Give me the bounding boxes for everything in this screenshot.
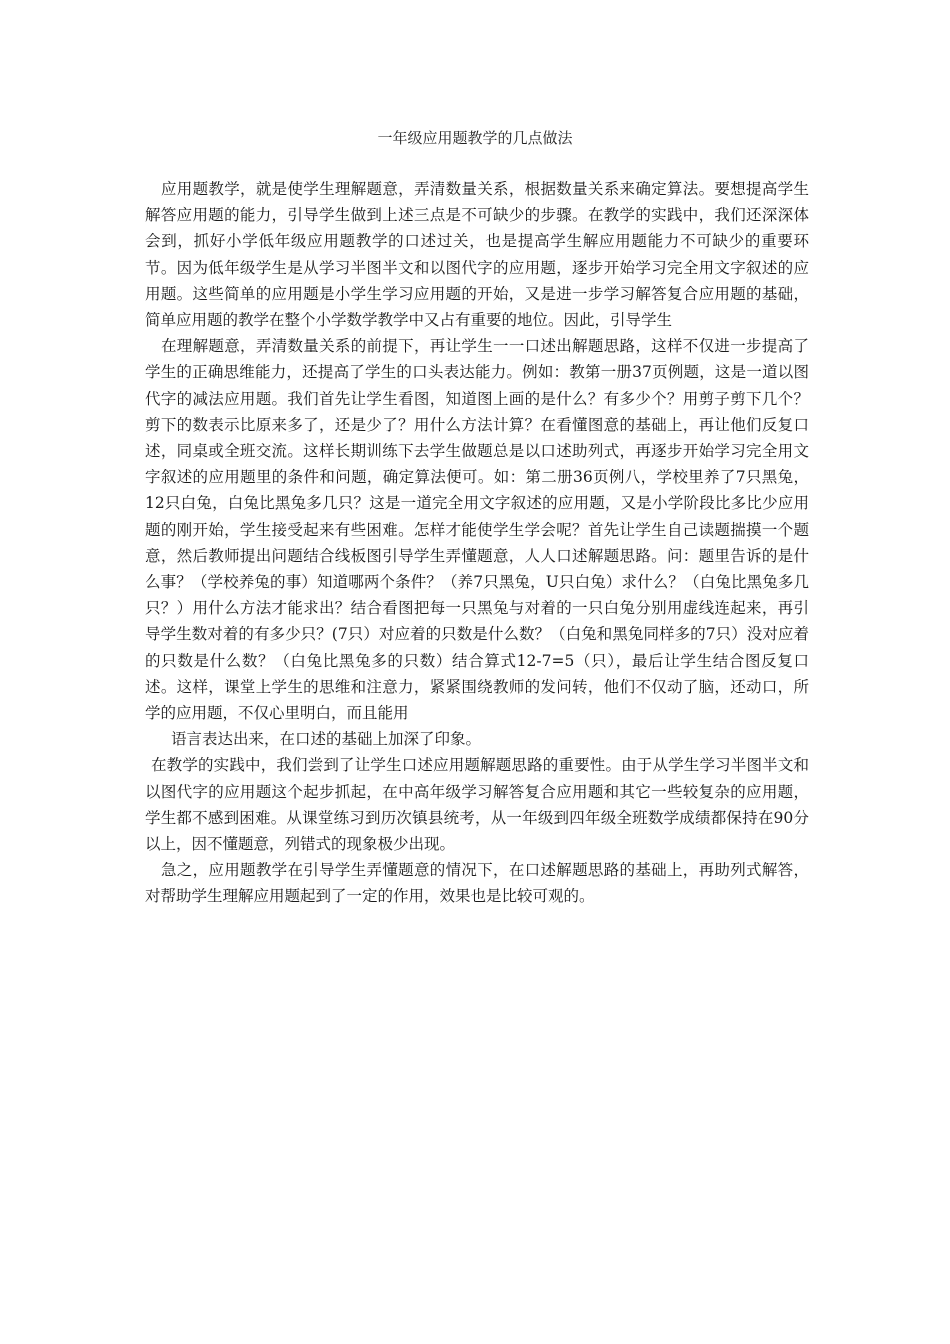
paragraph-4: 在教学的实践中，我们尝到了让学生口述应用题解题思路的重要性。由于从学生学习半图半文和以图代字的应用题这个起步抓起，在中高年级学习解答复合应用题和其它一些较复杂的应用题，学生都不感到困难。从课堂练习到历次镇县统考，从一年级到四年级全班数学成绩都保持在90分以上，因不懂题意，列错式的现象极少出现。 xyxy=(145,756,809,854)
paragraph-5: 急之，应用题教学在引导学生弄懂题意的情况下，在口述解题思路的基础上，再助列式解答，对帮助学生理解应用题起到了一定的作用，效果也是比较可观的。 xyxy=(145,861,809,906)
paragraph-3: 语言表达出来，在口述的基础上加深了印象。 xyxy=(171,730,482,749)
document-body xyxy=(145,176,809,910)
document-title: 一年级应用题教学的几点做法 xyxy=(377,129,573,147)
paragraph-2: 在理解题意，弄清数量关系的前提下，再让学生一一口述出解题思路，这样不仅进一步提高了学生的正确思维能力，还提高了学生的口头表达能力。例如：教第一册37页例题，这是一道以图代字的减法应用题。我们首先让学生看图，知道图上画的是什么？有多少个？用剪子剪下几个？剪下的数表示比原来多了，还是少了？用什么方法计算？在看懂图意的基础上，再让他们反复口述，同桌或全班交流。这样长期训练下去学生做题总是以口述助列式，再逐步开始学习完全用文字叙述的应用题里的条件和问题，确定算法便可。如：第二册36页例八，学校里养了7只黑兔，12只白兔，白兔比黑兔多几只？这是一道完全用文字叙述的应用题，又是小学阶段比多比少应用题的刚开始，学生接受起来有些困难。怎样才能使学生学会呢？首先让学生自己读题揣摸一个题意，然后教师提出问题结合线板图引导学生弄懂题意，人人口述解题思路。问：题里告诉的是什么事？（学校养兔的事）知道哪两个条件？（养7只黑兔，U只白兔）求什么？（白兔比黑兔多几只？）用什么方法才能求出？结合看图把每一只黑兔与对着的一只白兔分别用虚线连起来，再引导学生数对着的有多少只？(7只）对应着的只数是什么数？（白兔和黑兔同样多的7只）没对应着的只数是什么数？（白兔比黑兔多的只数）结合算式12-7=5（只），最后让学生结合图反复口述。这样，课堂上学生的思维和注意力，紧紧围绕教师的发问转，他们不仅动了脑，还动口，所学的应用题，不仅心里明白，而且能用 xyxy=(145,337,809,723)
paragraph-1: 应用题教学，就是使学生理解题意，弄清数量关系，根据数量关系来确定算法。要想提高学生解答应用题的能力，引导学生做到上述三点是不可缺少的步骤。在教学的实践中，我们还深深体会到，抓好小学低年级应用题教学的口述过关，也是提高学生解应用题能力不可缺少的重要环节。因为低年级学生是从学习半图半文和以图代字的应用题，逐步开始学习完全用文字叙述的应用题。这些简单的应用题是小学生学习应用题的开始，又是进一步学习解答复合应用题的基础，简单应用题的教学在整个小学数学教学中又占有重要的地位。因此，引导学生 xyxy=(145,180,809,330)
